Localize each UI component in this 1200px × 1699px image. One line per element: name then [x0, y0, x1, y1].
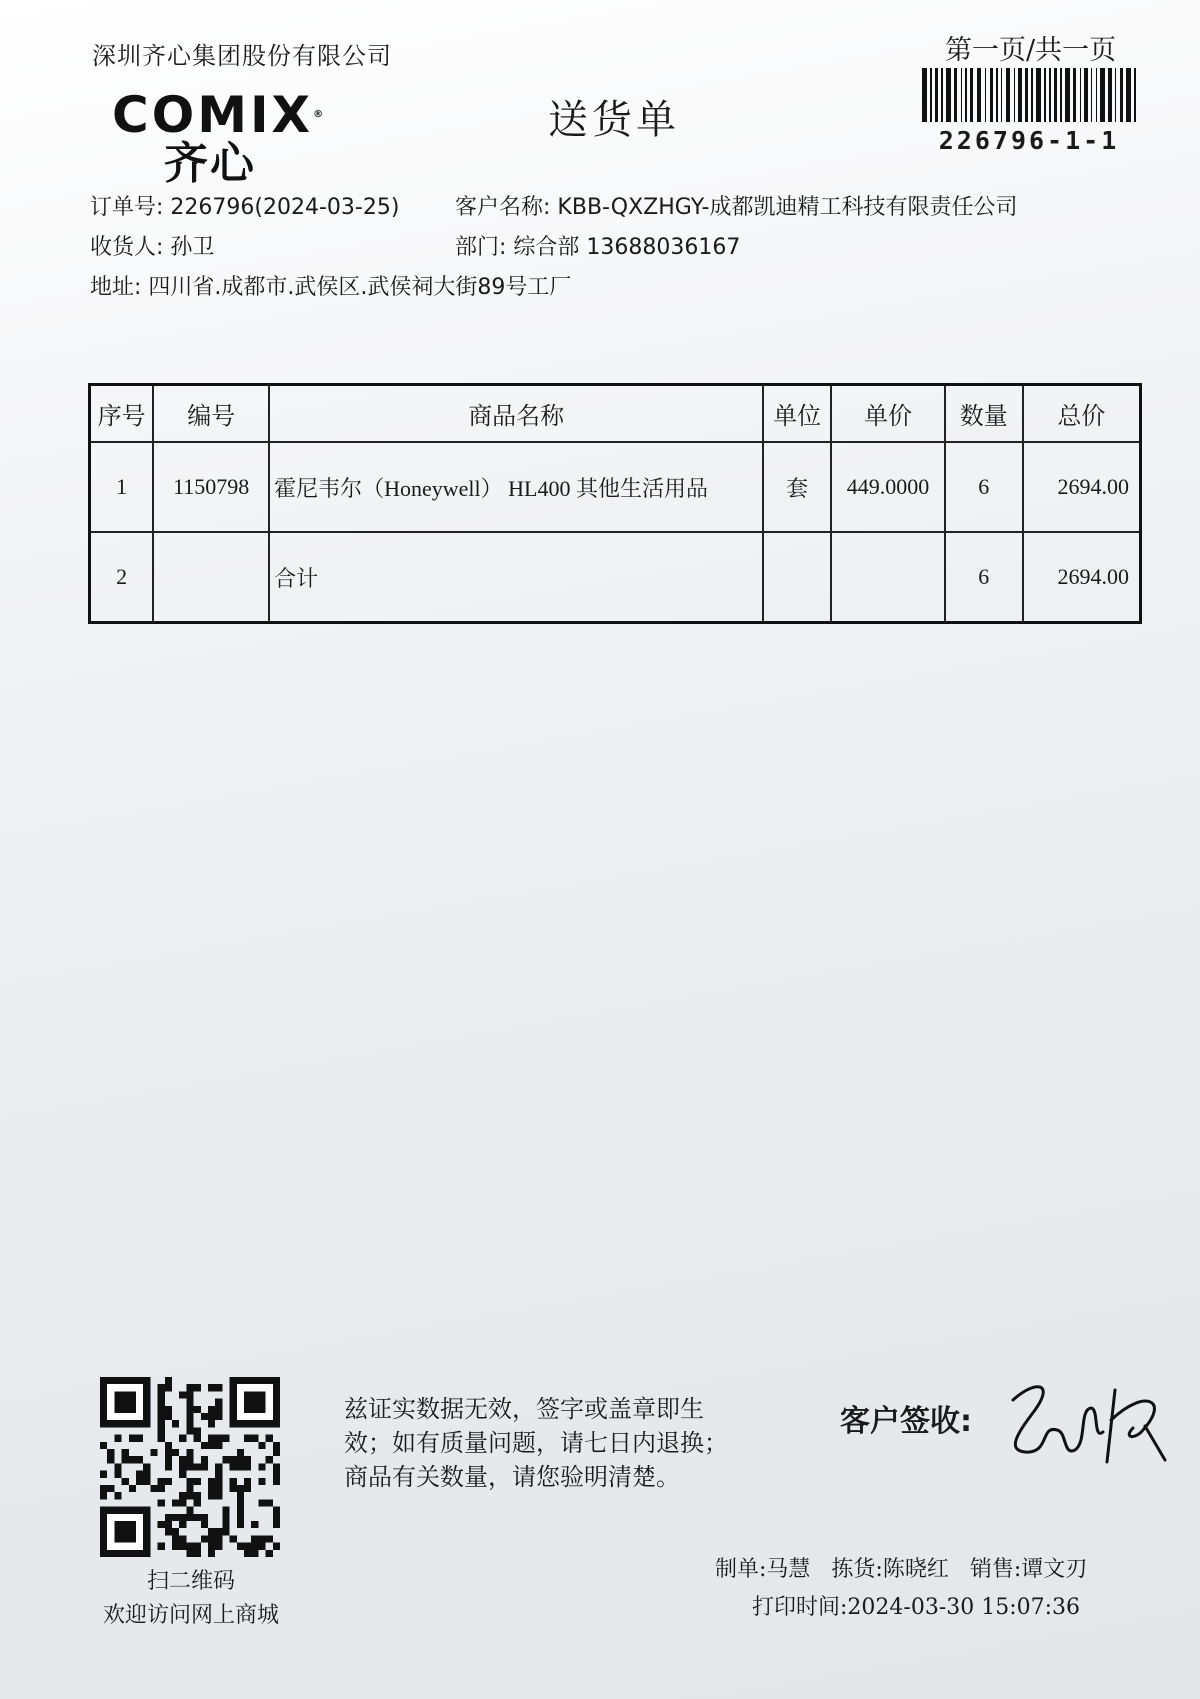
company-name: 深圳齐心集团股份有限公司 [92, 42, 392, 70]
handwritten-signature [995, 1370, 1175, 1480]
cell-seq: 1 [90, 442, 154, 532]
barcode-number: 226796-1-1 [938, 126, 1120, 155]
cell-unit: 套 [763, 442, 831, 532]
address-value: 四川省.成都市.武侯区.武侯祠大街89号工厂 [148, 275, 572, 300]
header-quantity: 数量 [945, 385, 1023, 443]
document-title: 送货单 [548, 97, 680, 143]
staff-info [715, 1552, 1087, 1583]
cell-product-name: 霍尼韦尔（Honeywell） HL400 其他生活用品 [269, 442, 763, 532]
notice-line-2: 效；如有质量问题，请七日内退换； [344, 1429, 728, 1457]
address-label: 地址: [90, 275, 142, 300]
logo-cn-text: 齐心 [164, 138, 256, 189]
header-code: 编号 [153, 385, 269, 443]
qr-code-icon[interactable] [100, 1377, 280, 1557]
qr-caption-line-2: 欢迎访问网上商城 [102, 1603, 279, 1628]
customer-name-value: KBB-QXZHGY-成都凯迪精工科技有限责任公司 [557, 195, 1018, 220]
header-seq: 序号 [90, 385, 154, 443]
customer-name [455, 190, 1018, 221]
cell-quantity: 6 [945, 442, 1023, 532]
receiver-label: 收货人: [90, 235, 164, 260]
order-number-value: 226796(2024-03-25) [170, 195, 400, 220]
table-row [90, 532, 1141, 623]
table-header-row [90, 385, 1141, 443]
header-total: 总价 [1023, 385, 1141, 443]
items-table [88, 383, 1142, 624]
qr-caption-line-1: 扫二维码 [146, 1569, 235, 1594]
logo-en-text: COMIX [112, 86, 314, 144]
qr-caption [86, 1565, 296, 1633]
order-number [90, 190, 399, 221]
cell-code: 1150798 [153, 442, 269, 532]
cell-unit-price: 449.0000 [831, 442, 945, 532]
table-row [90, 442, 1141, 532]
cell-quantity: 6 [945, 532, 1023, 623]
barcode [922, 68, 1136, 122]
header-product-name: 商品名称 [269, 385, 763, 443]
notice-line-3: 商品有关数量，请您验明清楚。 [344, 1463, 680, 1491]
maker: 制单:马慧 [715, 1557, 811, 1582]
cell-unit [763, 532, 831, 623]
customer-name-label: 客户名称: [455, 195, 551, 220]
header-unit: 单位 [763, 385, 831, 443]
print-time: 打印时间:2024-03-30 15:07:36 [752, 1595, 1081, 1620]
cell-unit-price [831, 532, 945, 623]
department-value: 综合部 13688036167 [513, 235, 741, 260]
cell-product-name: 合计 [269, 532, 763, 623]
header-unit-price: 单价 [831, 385, 945, 443]
cell-code [153, 532, 269, 623]
customer-signature-label: 客户签收: [840, 1404, 972, 1439]
department [455, 230, 740, 261]
cell-total: 2694.00 [1023, 442, 1141, 532]
receiver-value: 孙卫 [170, 235, 215, 260]
notice-text [344, 1392, 764, 1494]
comix-logo: COMIX® 齐心 [112, 90, 352, 188]
notice-line-1: 兹证实数据无效，签字或盖章即生 [344, 1395, 704, 1423]
sales: 销售:谭文刃 [969, 1557, 1088, 1582]
cell-seq: 2 [90, 532, 154, 623]
page-info: 第一页/共一页 [945, 35, 1117, 66]
department-label: 部门: [455, 235, 507, 260]
order-number-label: 订单号: [90, 195, 164, 220]
receiver [90, 230, 214, 261]
cell-total: 2694.00 [1023, 532, 1141, 623]
address [90, 270, 571, 301]
picker: 拣货:陈晓红 [831, 1557, 949, 1582]
